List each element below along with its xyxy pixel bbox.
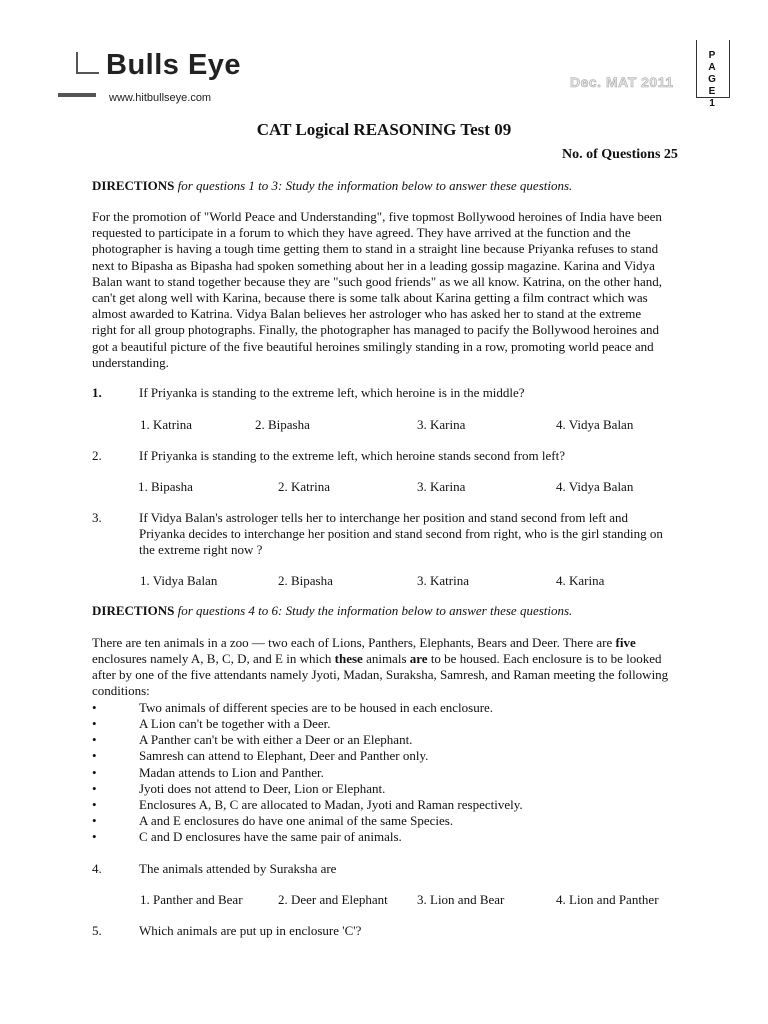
passage-line (92, 635, 748, 651)
condition-item: Two animals of different species are to be housed in each enclosure. (139, 700, 494, 715)
passage-text: animals (362, 651, 410, 666)
condition-item: Enclosures A, B, C are allocated to Madan, Jyoti and Raman respectively. (139, 797, 523, 812)
logo-underline-bar (58, 93, 96, 97)
page-number-tab (705, 50, 719, 114)
page-number: 1 (709, 98, 715, 109)
passage-text: enclosures namely A, B, C, D, and E in which (92, 651, 335, 666)
question-number: 4. (92, 861, 102, 876)
question-text: If Priyanka is standing to the extreme left, which heroine is in the middle? (139, 385, 525, 400)
heroines-passage (92, 209, 748, 371)
answer-option: 3. Lion and Bear (417, 892, 505, 907)
brand-logo: Bulls Eye (106, 49, 242, 81)
logo-corner-mark (76, 52, 99, 74)
passage-line: right for all group photographs. Finally, the photographer has managed to pacify the Bollywood heroines and (92, 322, 660, 338)
directions-text: : Study the information below to answer these questions. (278, 603, 573, 618)
passage-line: got a beautiful picture of the five beautiful heroines smilingly standing in a row, promoting world peace and (92, 338, 654, 354)
directions-text: Study the information below to answer these questions. (285, 178, 573, 193)
directions-range: for questions 1 to 3: (177, 178, 283, 193)
question-count: No. of Questions 25 (562, 147, 678, 162)
passage-line: after by one of the five attendants namely Jyoti, Madan, Suraksha, Samresh, and Raman meeting the following (92, 667, 669, 682)
answer-option: 3. Katrina (417, 573, 469, 588)
question-number: 1. (92, 385, 102, 400)
condition-item: A Panther can't be with either a Deer or an Elephant. (139, 732, 413, 747)
question-number: 3. (92, 510, 102, 525)
bullet-marker: • (92, 732, 97, 747)
bullet-marker: • (92, 716, 97, 731)
page-letter: P (708, 50, 716, 61)
directions-1 (92, 178, 572, 194)
directions-label: DIRECTIONS (92, 603, 175, 618)
condition-item: Jyoti does not attend to Deer, Lion or Elephant. (139, 781, 386, 796)
question-text: Which animals are put up in enclosure 'C'? (139, 923, 362, 938)
passage-emphasis: are (409, 651, 428, 666)
answer-option: 4. Lion and Panther (556, 892, 659, 907)
answer-option: 1. Vidya Balan (140, 573, 218, 588)
bullet-marker: • (92, 765, 97, 780)
condition-item: C and D enclosures have the same pair of animals. (139, 829, 402, 844)
passage-text: to be housed. Each enclosure is to be looked (427, 651, 662, 666)
question-text: The animals attended by Suraksha are (139, 861, 337, 876)
zoo-passage (92, 635, 748, 699)
bullet-marker: • (92, 829, 97, 844)
directions-2 (92, 603, 572, 619)
passage-line: For the promotion of "World Peace and Understanding", five topmost Bollywood heroines of India have been (92, 209, 662, 224)
condition-item: Madan attends to Lion and Panther. (139, 765, 324, 780)
answer-option: 1. Panther and Bear (140, 892, 243, 907)
page-letter: E (708, 86, 716, 97)
answer-option: 3. Karina (417, 479, 466, 494)
page-letter: A (708, 62, 716, 73)
answer-option: 4. Vidya Balan (556, 417, 634, 432)
question-number: 2. (92, 448, 102, 463)
condition-item: A and E enclosures do have one animal of the same Species. (139, 813, 454, 828)
question-text: If Priyanka is standing to the extreme left, which heroine stands second from left? (139, 448, 565, 463)
question-text (139, 510, 748, 558)
exam-watermark: Dec. MAT 2011 (570, 74, 674, 90)
passage-line: photographer is having a tough time getting them to stand in a straight line because Priyanka refuses to stand (92, 241, 659, 257)
page-letter: G (708, 74, 716, 85)
bullet-marker: • (92, 813, 97, 828)
passage-line: requested to participate in a forum to which they have agreed. They have arrived at the function and the (92, 225, 631, 241)
directions-range: for questions 4 to 6 (177, 603, 279, 618)
bullet-marker: • (92, 797, 97, 812)
bullet-marker: • (92, 781, 97, 796)
answer-option: 2. Deer and Elephant (278, 892, 388, 907)
answer-option: 4. Vidya Balan (556, 479, 634, 494)
bullet-marker: • (92, 700, 97, 715)
answer-option: 1. Bipasha (138, 479, 193, 494)
question-line: the extreme right now ? (139, 542, 263, 557)
directions-label: DIRECTIONS (92, 178, 175, 193)
test-title: CAT Logical REASONING Test 09 (256, 120, 512, 139)
condition-item: Samresh can attend to Elephant, Deer and Panther only. (139, 748, 429, 763)
answer-option: 2. Bipasha (255, 417, 310, 432)
passage-emphasis: five (615, 635, 636, 650)
passage-text: There are ten animals in a zoo — two each of Lions, Panthers, Elephants, Bears and Deer. There are (92, 635, 616, 650)
passage-emphasis: these (334, 651, 363, 666)
condition-item: A Lion can't be together with a Deer. (139, 716, 331, 731)
bullet-marker: • (92, 748, 97, 763)
answer-option: 4. Karina (556, 573, 605, 588)
passage-line: can't get along well with Karina, because there is some talk about Karina getting a film contract which was (92, 290, 648, 306)
question-line: If Vidya Balan's astrologer tells her to interchange her position and stand second from left and (139, 510, 629, 525)
site-url: www.hitbullseye.com (109, 92, 212, 104)
question-line: Priyanka decides to interchange her position and stand second from right, who is the girl standing on (139, 526, 663, 541)
answer-option: 3. Karina (417, 417, 466, 432)
question-number: 5. (92, 923, 102, 938)
passage-line: next to Bipasha as Bipasha had spoken something about her in a leading gossip magazine. Karina and Vidya (92, 257, 655, 273)
passage-line: Balan want to stand together because they are "such good friends" as we all know. Katrina, on the other hand, (92, 273, 663, 289)
passage-line (92, 651, 748, 667)
passage-line: conditions: (92, 683, 150, 698)
passage-line: almost awarded to Katrina. Vidya Balan believes her astrologer who has asked her to stand at the extreme (92, 306, 642, 322)
passage-line: understanding. (92, 354, 169, 370)
answer-option: 2. Bipasha (278, 573, 333, 588)
answer-option: 1. Katrina (140, 417, 192, 432)
answer-option: 2. Katrina (278, 479, 330, 494)
